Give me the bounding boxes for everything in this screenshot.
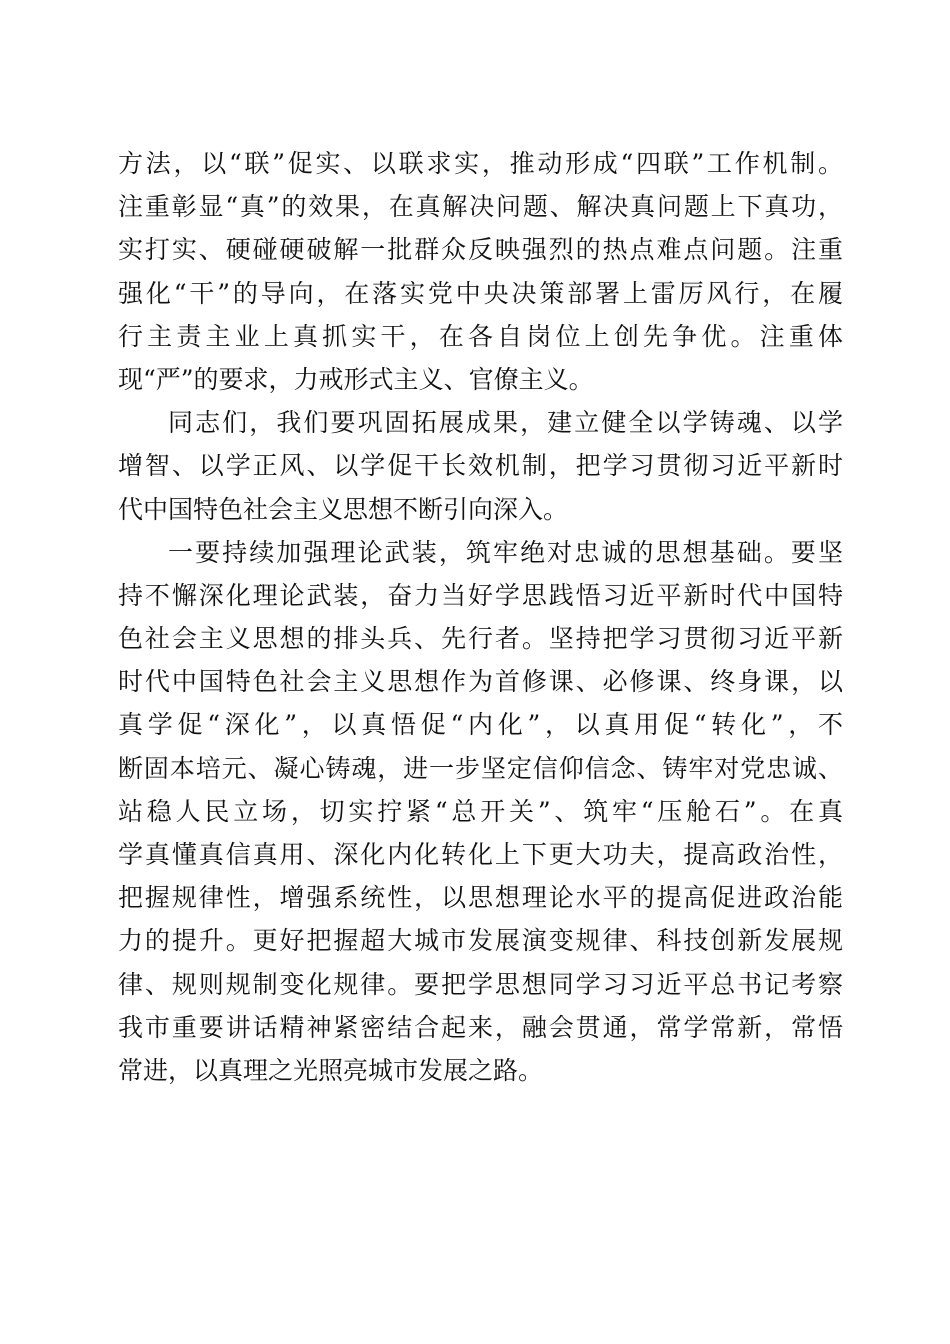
text-line: 强化“干”的导向，在落实党中央决策部署上雷厉风行，在履 xyxy=(118,278,843,308)
text-line: 站稳人民立场，切实拧紧“总开关”、筑牢“压舱石”。在真 xyxy=(118,796,843,826)
paragraph xyxy=(118,142,843,401)
text-line: 现“严”的要求，力戒形式主义、官僚主义。 xyxy=(118,364,594,394)
text-line: 断固本培元、凝心铸魂，进一步坚定信仰信念、铸牢对党忠诚、 xyxy=(118,753,843,783)
text-line: 真学促“深化”，以真悟促“内化”，以真用促“转化”，不 xyxy=(118,710,843,740)
text-line: 同志们，我们要巩固拓展成果，建立健全以学铸魂、以学 xyxy=(168,408,843,438)
text-line: 常进，以真理之光照亮城市发展之路。 xyxy=(118,1055,544,1085)
document-body xyxy=(118,142,843,1092)
text-line: 注重彰显“真”的效果，在真解决问题、解决真问题上下真功， xyxy=(118,192,843,222)
paragraph xyxy=(118,401,843,531)
text-line: 力的提升。更好把握超大城市发展演变规律、科技创新发展规 xyxy=(118,926,843,956)
text-line: 实打实、硬碰硬破解一批群众反映强烈的热点难点问题。注重 xyxy=(118,235,843,265)
text-line: 律、规则规制变化规律。要把学思想同学习习近平总书记考察 xyxy=(118,969,843,999)
text-line: 增智、以学正风、以学促干长效机制，把学习贯彻习近平新时 xyxy=(118,451,843,481)
text-line: 把握规律性，增强系统性，以思想理论水平的提高促进政治能 xyxy=(118,883,843,913)
text-line: 学真懂真信真用、深化内化转化上下更大功夫，提高政治性， xyxy=(118,840,843,869)
text-line: 我市重要讲话精神紧密结合起来，融会贯通，常学常新，常悟 xyxy=(118,1012,843,1042)
text-line: 时代中国特色社会主义思想作为首修课、必修课、终身课，以 xyxy=(118,667,843,697)
text-line: 行主责主业上真抓实干，在各自岗位上创先争优。注重体 xyxy=(118,321,843,351)
text-line: 代中国特色社会主义思想不断引向深入。 xyxy=(118,494,569,524)
text-line: 一要持续加强理论武装，筑牢绝对忠诚的思想基础。要坚 xyxy=(168,537,843,567)
text-line: 方法，以“联”促实、以联求实，推动形成“四联”工作机制。 xyxy=(118,149,843,178)
text-line: 持不懈深化理论武装，奋力当好学思践悟习近平新时代中国特 xyxy=(118,580,843,610)
text-line: 色社会主义思想的排头兵、先行者。坚持把学习贯彻习近平新 xyxy=(118,624,843,654)
paragraph xyxy=(118,531,843,1092)
